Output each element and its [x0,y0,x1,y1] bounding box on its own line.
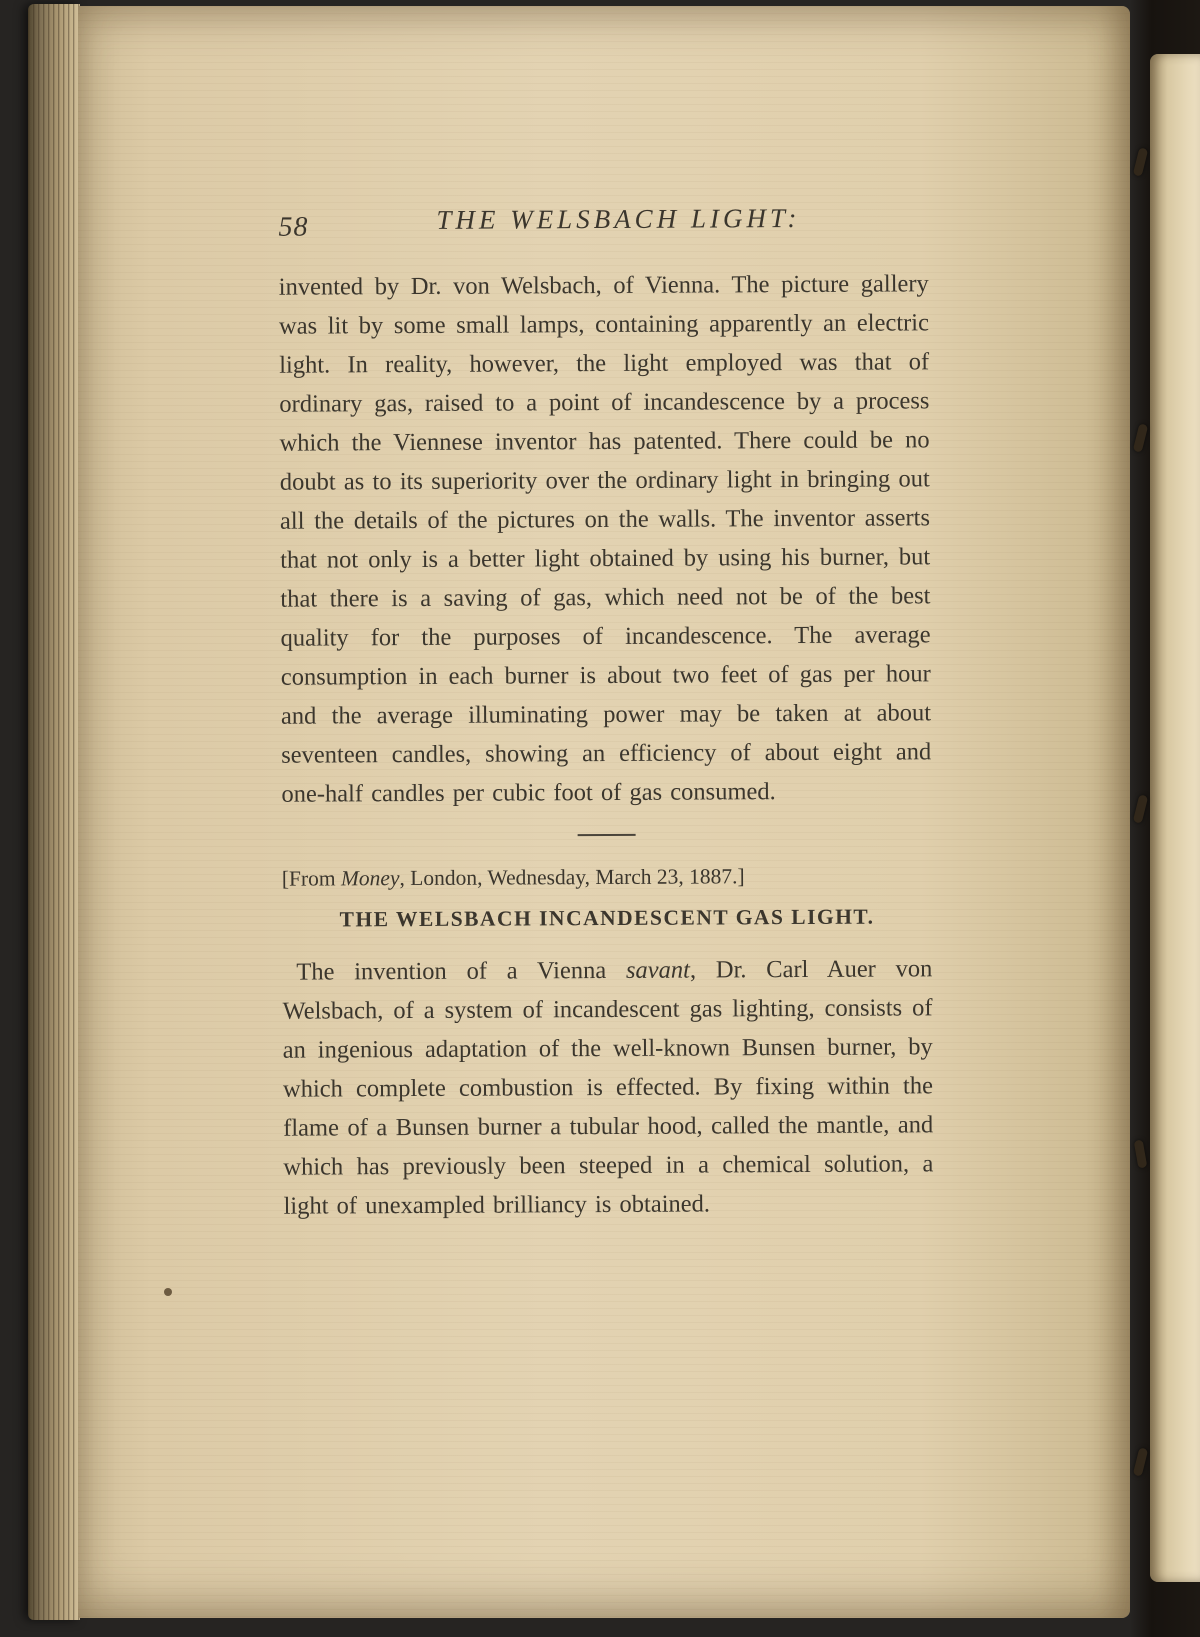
article-heading: THE WELSBACH INCANDESCENT GAS LIGHT. [339,904,875,932]
citation-prefix: [From [281,866,342,891]
next-page-edge [1150,54,1200,1582]
invention-italic-word: savant [625,956,691,984]
citation-source: Money [340,866,400,891]
citation-suffix: , London, Wednesday, March 23, 1887.] [399,864,745,891]
running-header: THE WELSBACH LIGHT: [436,202,801,235]
paragraph-welsbach-light: invented by Dr. von Welsbach, of Vienna. The picture gallery was lit by some small lamps, containing apparently an electric light. In reality, however, the light employed was that of ordinary gas, raised to a point of incandescence by a process which the Viennese inventor has patented. There could be no doubt as to its superiority over the ordinary light in bringing out all the details of the pictures on the walls. The inventor asserts that not only is a better light obtained by using his burner, but that there is a saving of gas, which need not be of the best quality for the purposes of incandescence. The average consumption in each burner is about two feet of gas per hour and the average illuminating power may be taken at about seventeen candles, showing an efficiency of about eight and one-half candles per cubic foot of gas consumed. [278,270,932,808]
page-number: 58 [278,211,309,243]
page-header [278,202,928,267]
printed-area [278,202,933,1225]
invention-text-rest: , Dr. Carl Auer von Welsbach, of a system of incandescent gas lighting, consists of an ingenious adaptation of the well-known Bunsen burner, by which complete combustion is effected. By fixing within the flame of a Bunsen burner a tubular hood, called the mantle, and which has previously been steeped in a chemical solution, a light of unexampled brilliancy is obtained. [282,955,934,1220]
paragraph-invention [282,949,933,1225]
section-divider [578,834,636,836]
invention-text-start: The invention of a Vienna [296,956,627,986]
page-edge-stack [28,4,80,1620]
book-page [78,6,1130,1618]
paper-speck [164,1288,172,1296]
citation-line [282,860,932,893]
